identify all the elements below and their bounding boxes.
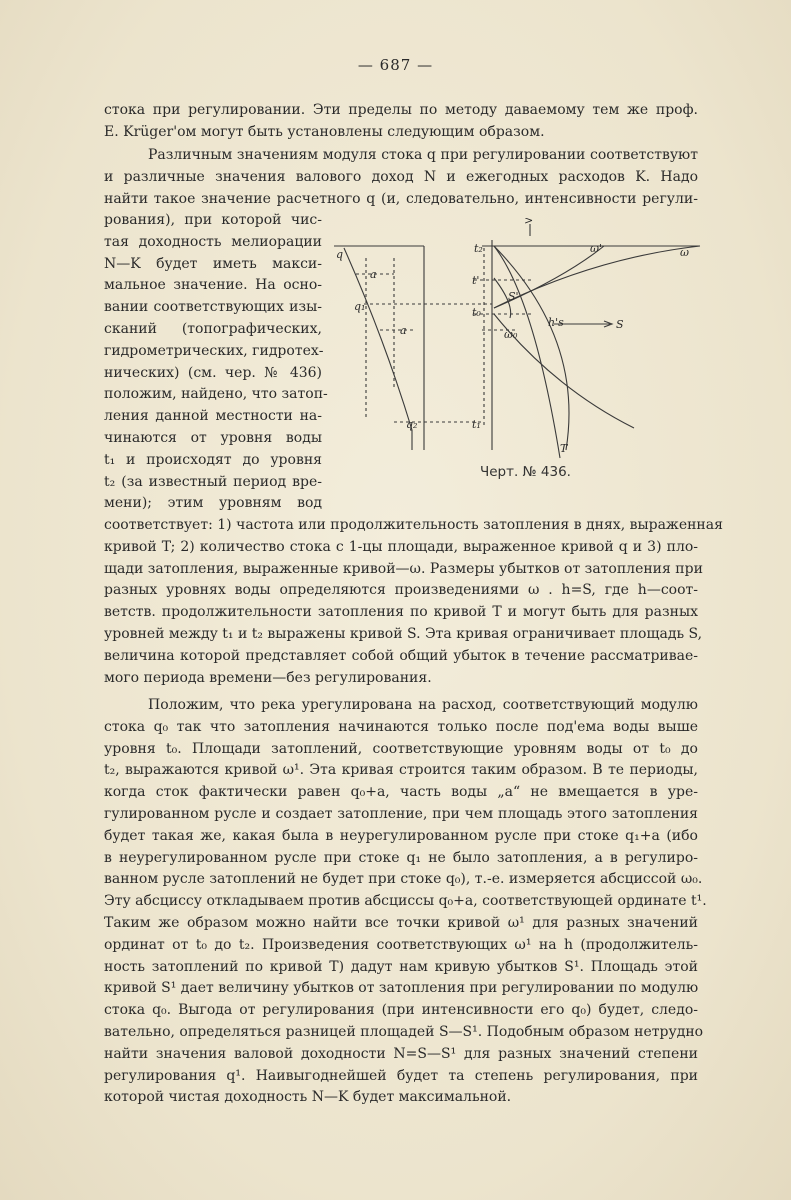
paragraph-2 [104,145,698,210]
text-line: ветств. продолжительности затопления по кривой T и могут быть для разных [104,604,698,621]
label-s-prime: S' [508,290,519,303]
T-curve [494,246,560,458]
text-line: тая доходность мелиорации [104,233,322,250]
text-line: величина которой представляет собой общий убыток в течение рассматривае- [104,647,698,664]
paragraph-1 [104,100,698,144]
text-line: стока при регулировании. Эти пределы по методу даваемому тем же проф. [104,102,698,118]
text-line: которой чистая доходность N—K будет максимальной. [104,1089,512,1106]
text-line: вательно, определяться разницей площадей S—S¹. Подобным образом нетрудно [104,1023,704,1040]
label-t0: t₀ [472,306,481,319]
text-line: будет такая же, какая была в неурегулированном русле при стоке q₁+a (ибо [104,827,698,844]
label-q2: q₂ [406,418,418,431]
text-line: t₁ и происходят до уровня [104,451,322,468]
label-a1: a [370,268,377,281]
text-line: стока q₀ так что затопления начинаются только после под'ема воды выше [104,718,698,735]
paragraph-2-continued [104,515,723,689]
text-line: уровней между t₁ и t₂ выражены кривой S. Эта кривая ограничивает площадь S, [104,625,703,642]
label-t1p: t' [472,274,480,287]
omega-curve [494,246,700,308]
text-line: чинаются от уровня воды [104,429,322,446]
text-line: сканий (топографических, [104,320,322,337]
figure-caption: Черт. № 436. [480,464,571,480]
text-line: ления данной местности на- [104,408,322,425]
text-line: регулирования q¹. Наивыгоднейшей будет та степень регулирования, при [104,1067,698,1084]
text-line: мого периода времени—без регулирования. [104,669,432,686]
label-omega-prime: ω' [590,242,602,255]
label-s: S [616,318,624,331]
text-line: положим, найдено, что затоп- [104,386,328,403]
text-line: мени); этим уровням вод [104,495,322,512]
text-line: ность затоплений по кривой T) дадут нам кривую убытков S¹. Площадь этой [104,958,698,975]
page-number: — 687 — [357,56,434,74]
label-t2: t₂ [474,242,483,255]
text-line: ванном русле затоплений не будет при стоке q₀), т.-е. измеряется абсциссой ω₀. [104,871,703,888]
text-line: и различные значения валового доход N и ежегодных расходов K. Надо [104,168,698,185]
text-line: рования), при которой чис- [104,212,322,228]
label-hs: h's [548,316,564,329]
text-line: разных уровнях воды определяются произведениями ω . h=S, где h—соот- [104,582,698,599]
text-line: соответствует: 1) частота или продолжительность затопления в днях, выраженная [104,517,723,533]
text-line: кривой S¹ дает величину убытков от затопления при регулировании по модулю [104,980,699,997]
label-arrow: > [524,218,534,227]
text-line: t₂, выражаются кривой ω¹. Эта кривая строится таким образом. В те периоды, [104,762,698,779]
text-line: ординат от t₀ до t₂. Произведения соответствующих ω¹ на h (продолжитель- [104,936,698,953]
text-line: в неурегулированном русле при стоке q₁ не было затопления, а в регулиро- [104,849,698,866]
figure-436-diagram [334,218,702,492]
label-q: q [336,248,344,261]
text-line: Различным значениям модуля стока q при регулировании соответствуют [148,147,698,163]
text-line: Эту абсциссу откладываем против абсциссы q₀+a, соответствующей ординате t¹. [104,893,707,910]
label-t1: t₁ [472,418,481,431]
text-line: Таким же образом можно найти все точки кривой ω¹ для разных значений [104,914,698,931]
text-line: мальное значение. На осно- [104,277,322,294]
text-line: E. Krüger'ом могут быть установлены следующим образом. [104,123,545,140]
paragraph-3 [104,695,707,1109]
text-line: стока q₀. Выгода от регулирования (при интенсивности его q₀) будет, следо- [104,1002,698,1019]
text-line: вании соответствующих изы- [104,299,322,316]
text-line: найти такое значение расчетного q (и, следовательно, интенсивности регули- [104,190,698,207]
label-a2: a [400,324,407,337]
text-line: Положим, что река урегулирована на расход, соответствующий модулю [148,697,698,713]
label-T: T [560,442,568,455]
text-line: кривой T; 2) количество стока с 1-цы площади, выраженное кривой q и 3) пло- [104,538,698,555]
paragraph-2-wrapped [104,210,328,515]
label-omega0: ω₀ [504,328,518,341]
text-line: гулированном русле и создает затопление, при чем площадь этого затопления [104,805,698,822]
text-line: N—K будет иметь макси- [104,255,322,272]
text-line: когда сток фактически равен q₀+a, часть воды „a“ не вмещается в уре- [104,784,698,801]
text-line: t₂ (за известный период вре- [104,473,322,490]
text-line: найти значения валовой доходности N=S—S¹ для разных значений степени [104,1045,698,1062]
text-line: нических) (см. чер. № 436) [104,364,322,381]
label-q1: q₁ [354,300,366,313]
text-line: уровня t₀. Площади затоплений, соответствующие уровням воды от t₀ до [104,740,698,757]
q-curve [344,248,412,430]
text-line: гидрометрических, гидротех- [104,342,324,359]
text-line: щади затопления, выраженные кривой—ω. Размеры убытков от затопления при [104,560,703,577]
label-omega: ω [680,246,689,259]
